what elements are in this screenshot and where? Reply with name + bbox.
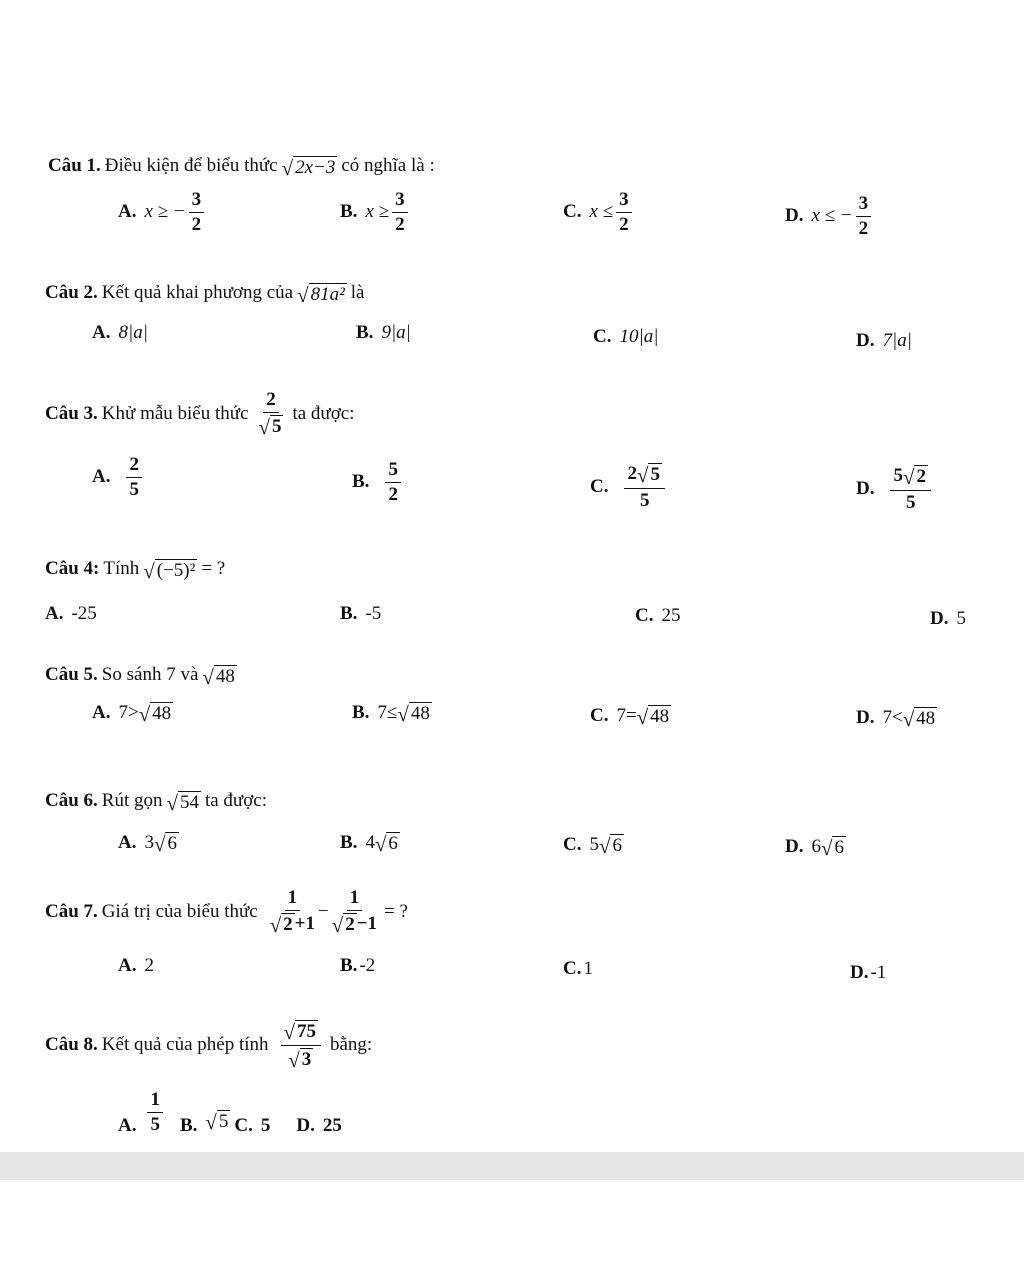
option-letter: A. — [118, 201, 137, 223]
q7-minus: − — [318, 900, 329, 922]
option-value: -1 — [870, 962, 887, 983]
q7-option-b[interactable] — [340, 955, 375, 977]
q4-sqrt: √ (−5)² — [143, 558, 196, 583]
question-1-text: Điều kiện để biểu thức — [104, 155, 278, 176]
option-sqrt: √ 48 — [636, 704, 670, 729]
q7-fraction-1: 1 √ 2 +1 — [269, 887, 315, 937]
q7-option-c[interactable] — [563, 958, 593, 980]
option-fraction: $\frac{3}{2}$ — [616, 190, 632, 235]
question-3-label: Câu 3. — [45, 402, 98, 424]
option-prefix: x ≤ − — [811, 205, 853, 227]
option-letter: B. — [340, 201, 358, 223]
q2-sqrt: √ 81a² — [297, 282, 345, 307]
question-6-text: Rút gọn — [101, 790, 163, 811]
q7-option-a[interactable] — [118, 955, 154, 977]
option-letter: B. — [340, 603, 358, 624]
q3-option-b[interactable] — [352, 460, 404, 505]
option-letter: D. — [850, 962, 869, 983]
question-8-tail: bằng: — [330, 1034, 373, 1056]
q8-options-row — [118, 1090, 342, 1139]
question-2-tail: là — [350, 282, 365, 303]
option-value: 5 — [260, 1114, 271, 1136]
q5-option-a[interactable] — [92, 702, 173, 725]
q1-option-a[interactable] — [118, 190, 207, 235]
option-value: -5 — [365, 603, 382, 624]
option-fraction: $\frac{3}{2}$ — [392, 190, 408, 235]
q4-option-d[interactable] — [930, 608, 966, 630]
option-prefix: 7> — [118, 702, 139, 724]
option-letter: A. — [118, 832, 137, 854]
question-3-text: Khử mẫu biểu thức — [101, 402, 249, 424]
question-4 — [45, 558, 225, 582]
option-prefix: 7< — [882, 707, 903, 729]
option-value: 10|a| — [619, 326, 659, 347]
option-letter: A. — [118, 955, 137, 976]
q1-option-c[interactable] — [563, 190, 635, 235]
question-7-label: Câu 7. — [45, 900, 98, 922]
q6-option-c[interactable] — [563, 834, 624, 857]
question-6-tail: ta được: — [204, 790, 267, 811]
question-3-tail: ta được: — [292, 402, 355, 424]
q2-option-b[interactable] — [356, 322, 411, 344]
option-value: 8|a| — [118, 322, 148, 343]
q8-option-b[interactable] — [180, 1110, 230, 1139]
option-letter: B. — [356, 322, 374, 343]
q5-option-d[interactable] — [856, 707, 937, 730]
page-bottom-divider — [0, 1152, 1024, 1180]
question-5-label: Câu 5. — [45, 664, 98, 685]
q5-option-c[interactable] — [590, 705, 671, 728]
option-sqrt: √ 6 — [374, 831, 398, 856]
question-8 — [45, 1020, 372, 1071]
option-prefix: x ≥ — [365, 201, 390, 223]
q8-option-a[interactable] — [118, 1090, 166, 1139]
option-letter: A. — [45, 603, 64, 624]
option-prefix: x ≥ − — [144, 201, 186, 223]
option-letter: B. — [340, 832, 358, 854]
q7-option-d[interactable] — [850, 962, 886, 984]
question-8-label: Câu 8. — [45, 1034, 98, 1056]
option-letter: C. — [563, 834, 582, 856]
option-fraction: $\frac{5}{2}$ — [385, 460, 401, 505]
q8-option-c[interactable] — [234, 1115, 270, 1139]
question-2-label: Câu 2. — [45, 282, 98, 303]
option-sqrt: √ 48 — [902, 706, 936, 731]
question-5-text: So sánh 7 và — [101, 664, 199, 685]
option-letter: C. — [563, 958, 582, 979]
option-letter: C. — [590, 475, 609, 497]
option-letter: A. — [92, 702, 111, 724]
question-7-text: Giá trị của biểu thức — [101, 900, 258, 922]
option-letter: B. — [352, 702, 370, 724]
question-4-tail: = ? — [201, 558, 226, 579]
option-letter: C. — [563, 201, 582, 223]
option-letter: A. — [92, 322, 111, 343]
q6-option-d[interactable] — [785, 836, 846, 859]
question-5 — [45, 664, 237, 688]
question-6 — [45, 790, 267, 814]
option-sqrt: √ 5 — [205, 1109, 229, 1134]
q5-option-b[interactable] — [352, 702, 432, 725]
option-prefix: x ≤ — [589, 201, 614, 223]
option-prefix: 7= — [616, 705, 637, 727]
option-letter: C. — [635, 605, 654, 626]
q3-option-a[interactable] — [92, 455, 145, 500]
option-coefficient: 4 — [365, 832, 375, 854]
option-value: 2 — [144, 955, 154, 976]
option-value: 5 — [956, 608, 966, 629]
option-letter: D. — [785, 205, 804, 227]
option-sqrt: √ 6 — [153, 831, 177, 856]
option-sqrt: √ 48 — [397, 701, 430, 726]
option-value: 7|a| — [882, 330, 912, 351]
q4-option-c[interactable] — [635, 605, 680, 627]
option-letter: D. — [856, 330, 875, 351]
q8-fraction: √ 75 √ 3 — [281, 1020, 321, 1071]
q1-option-d[interactable] — [785, 194, 874, 239]
q7-fraction-2: 1 √ 2 −1 — [331, 887, 378, 937]
q6-option-a[interactable] — [118, 832, 179, 855]
question-3 — [45, 390, 355, 438]
option-coefficient: 3 — [144, 832, 154, 854]
option-prefix: 7≤ — [377, 702, 398, 724]
option-letter: D. — [856, 477, 875, 499]
q2-option-d[interactable] — [856, 330, 912, 352]
option-value: -25 — [71, 603, 97, 624]
question-2-text: Kết quả khai phương của — [101, 282, 294, 303]
option-letter: A. — [118, 1114, 137, 1136]
q4-option-a[interactable] — [45, 603, 97, 625]
option-fraction: $\frac{3}{2}$ — [189, 190, 205, 235]
option-fraction: 2 √ 5 5 — [624, 463, 664, 511]
option-letter: D. — [856, 707, 875, 729]
question-4-label: Câu 4: — [45, 558, 100, 579]
option-letter: C. — [590, 705, 609, 727]
q1-option-b[interactable] — [340, 190, 411, 235]
option-sqrt: √ 6 — [598, 833, 622, 858]
q3-fraction: 2 √ 5 — [258, 389, 282, 439]
question-8-text: Kết quả của phép tính — [101, 1034, 269, 1056]
option-value: 25 — [322, 1114, 342, 1136]
option-value: 25 — [661, 605, 681, 626]
option-letter: D. — [785, 836, 804, 858]
option-letter: A. — [92, 466, 111, 488]
option-letter: D. — [296, 1114, 315, 1136]
option-sqrt: √ 6 — [820, 835, 844, 860]
q6-option-b[interactable] — [340, 832, 400, 855]
q3-option-c[interactable] — [590, 463, 668, 511]
question-6-label: Câu 6. — [45, 790, 98, 811]
option-letter: B. — [340, 955, 358, 976]
option-coefficient: 6 — [811, 836, 821, 858]
option-fraction: $\frac{3}{2}$ — [856, 194, 872, 239]
question-7 — [45, 888, 408, 936]
option-fraction: 5 √ 2 5 — [890, 465, 930, 513]
option-fraction: $\frac{2}{5}$ — [126, 455, 142, 500]
option-letter: B. — [352, 471, 370, 493]
option-sqrt: √ 48 — [138, 701, 172, 726]
option-letter: C. — [234, 1114, 253, 1136]
option-coefficient: 5 — [589, 834, 599, 856]
option-letter: B. — [179, 1114, 198, 1136]
q5-sqrt: √ 48 — [202, 664, 235, 689]
q1-sqrt: √ 2x−3 — [281, 155, 336, 180]
q6-sqrt: √ 54 — [166, 790, 199, 815]
option-letter: D. — [930, 608, 949, 629]
option-value: 1 — [583, 958, 593, 979]
option-fraction: $\frac{1}{5}$ — [147, 1090, 163, 1135]
option-value: 9|a| — [381, 322, 411, 343]
q4-option-b[interactable] — [340, 603, 381, 625]
question-4-text: Tính — [103, 558, 140, 579]
question-1-tail: có nghĩa là : — [341, 155, 435, 176]
q3-option-d[interactable] — [856, 465, 934, 513]
question-7-tail: = ? — [384, 900, 408, 922]
option-value: -2 — [359, 955, 376, 976]
q8-option-d[interactable] — [296, 1115, 341, 1139]
q2-option-c[interactable] — [593, 326, 658, 348]
option-letter: C. — [593, 326, 612, 347]
question-1-label: Câu 1. — [48, 155, 101, 176]
q2-option-a[interactable] — [92, 322, 148, 344]
question-2 — [45, 282, 364, 306]
question-1 — [48, 155, 435, 179]
